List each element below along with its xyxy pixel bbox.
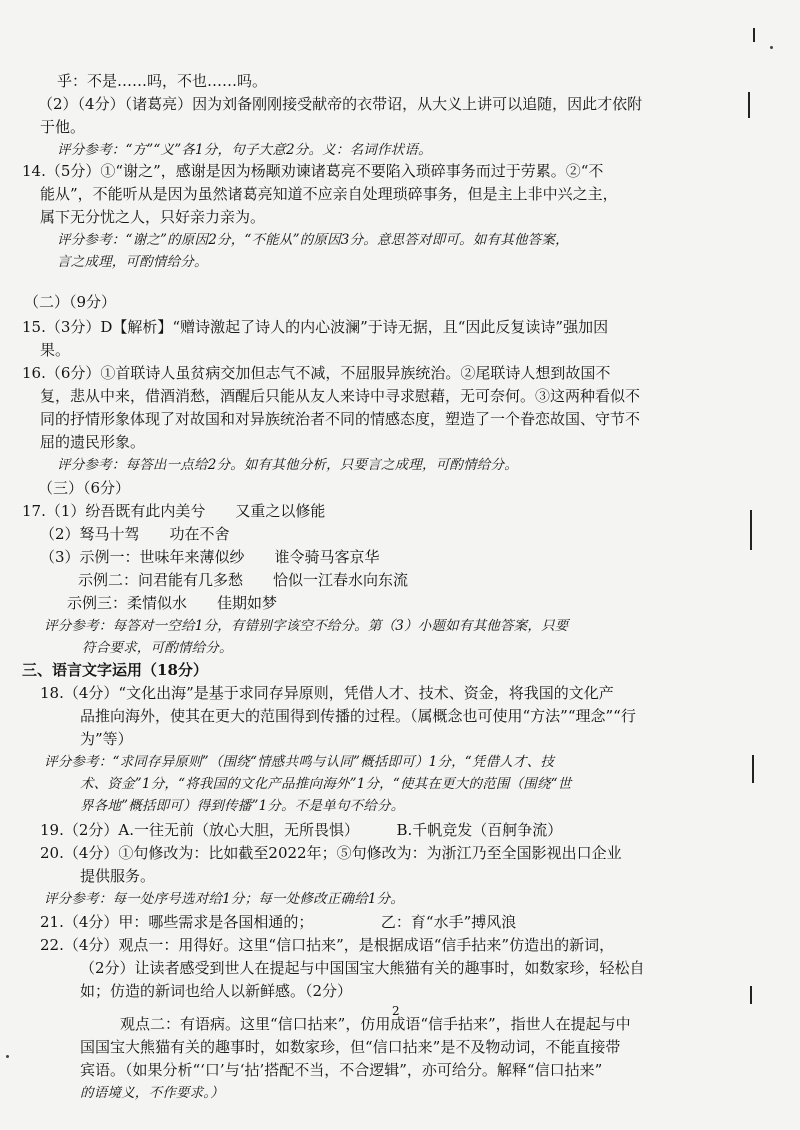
scan-edge-mark bbox=[750, 510, 752, 550]
answer-line: （三）（6分） bbox=[38, 479, 131, 497]
answer-line: 22.（4分）观点一：用得好。这里“信口拈来”，是根据成语“信手拈来”仿造出的新词， bbox=[40, 936, 615, 954]
scoring-note-line: 的语境义，不作要求。） bbox=[80, 1085, 224, 1101]
page-number: 2 bbox=[392, 1004, 400, 1018]
scoring-note-line: 评分参考：“求同存异原则”（围绕“情感共鸣与认同”概括即可）1分，“凭借人才、技 bbox=[44, 754, 555, 770]
answer-line: 屈的遗民形象。 bbox=[40, 433, 146, 451]
scoring-note-line: 评分参考：每答对一空给1分，有错别字该空不给分。第（3）小题如有其他答案，只要 bbox=[44, 618, 569, 634]
answer-line: （3）示例一：世味年来薄似纱 谁令骑马客京华 bbox=[40, 548, 380, 566]
answer-line: 16.（6分）①首联诗人虽贫病交加但志气不减，不屈服异族统治。②尾联诗人想到故国不 bbox=[22, 364, 611, 382]
answer-line: 于他。 bbox=[40, 118, 86, 136]
answer-line: 21.（4分）甲：哪些需求是各国相通的； 乙：育“水手”搏风浪 bbox=[40, 913, 517, 931]
scan-dot bbox=[770, 46, 773, 49]
scan-edge-mark bbox=[748, 92, 750, 118]
scan-edge-mark bbox=[753, 28, 755, 42]
scoring-note-line: 评分参考：每答出一点给2分。如有其他分析，只要言之成理，可酌情给分。 bbox=[57, 457, 518, 473]
answer-line: （2）驽马十驾 功在不舍 bbox=[40, 525, 230, 543]
answer-line: 15.（3分）D【解析】“赠诗激起了诗人的内心波澜”于诗无据，且“因此反复读诗”强加因 bbox=[22, 318, 609, 336]
scoring-note-line: 界各地”概括即可）得到传播”1分。不是单句不给分。 bbox=[80, 798, 405, 814]
answer-line: 属下无分忧之人，只好亲力亲为。 bbox=[40, 208, 266, 226]
answer-line: 19.（2分）A.一往无前（放心大胆，无所畏惧） B.千帆竞发（百舸争流） bbox=[40, 821, 563, 839]
scoring-note-line: 术、资金”1分，“将我国的文化产品推向海外”1分，“使其在更大的范围（围绕“世 bbox=[80, 776, 572, 792]
answer-line: 观点二：有语病。这里“信口拈来”，仿用成语“信手拈来”，指世人在提起与中 bbox=[120, 1015, 631, 1033]
answer-line: 品推向海外，使其在更大的范围得到传播的过程。（属概念也可使用“方法”“理念”“行 bbox=[80, 707, 636, 725]
scoring-note-line: 评分参考：“方”“义”各1分，句子大意2分。义：名词作状语。 bbox=[57, 142, 432, 158]
answer-line: 果。 bbox=[40, 341, 71, 359]
answer-line: 乎：不是……吗，不也……吗。 bbox=[57, 72, 268, 90]
answer-line: 宾语。（如果分析“‘口’与‘拈’搭配不当，不合逻辑”，亦可给分。解释“信口拈来” bbox=[80, 1061, 603, 1079]
answer-line: 国国宝大熊猫有关的趣事时，如数家珍，但“信口拈来”是不及物动词，不能直接带 bbox=[80, 1038, 621, 1056]
scan-dot bbox=[6, 1055, 9, 1058]
answer-line: 为”等） bbox=[80, 730, 133, 748]
answer-line: 提供服务。 bbox=[80, 867, 156, 885]
answer-line: 14.（5分）①“谢之”，感谢是因为杨颙劝谏诸葛亮不要陷入琐碎事务而过于劳累。②“不 bbox=[22, 162, 604, 180]
scoring-note-line: 评分参考：“谢之”的原因2分，“不能从”的原因3分。意思答对即可。如有其他答案， bbox=[57, 232, 569, 248]
answer-line: （2）（4分）（诸葛亮）因为刘备刚刚接受献帝的衣带诏，从大义上讲可以追随，因此才依附 bbox=[38, 95, 643, 113]
answer-line: （二）（9分） bbox=[24, 293, 117, 311]
answer-line: 18.（4分）“文化出海”是基于求同存异原则，凭借人才、技术、资金，将我国的文化产 bbox=[40, 684, 614, 702]
answer-line: 同的抒情形象体现了对故国和对异族统治者不同的情感态度，塑造了一个眷恋故国、守节不 bbox=[40, 410, 641, 428]
answer-line: 能从”，不能听从是因为虽然诸葛亮知道不应亲自处理琐碎事务，但是主上非中兴之主， bbox=[40, 185, 618, 203]
scoring-note-line: 符合要求，可酌情给分。 bbox=[82, 640, 233, 656]
scan-edge-mark bbox=[750, 986, 752, 1004]
answer-line: 示例三：柔情似水 佳期如梦 bbox=[67, 594, 278, 612]
scan-edge-mark bbox=[752, 755, 754, 783]
scoring-note-line: 言之成理，可酌情给分。 bbox=[57, 254, 208, 270]
answer-line: 如；仿造的新词也给人以新鲜感。（2分） bbox=[80, 982, 353, 1000]
answer-line: 复，悲从中来，借酒消愁，酒醒后只能从友人来诗中寻求慰藉，无可奈何。③这两种看似不 bbox=[40, 387, 641, 405]
answer-line: 17.（1）纷吾既有此内美兮 又重之以修能 bbox=[22, 502, 326, 520]
answer-line: 20.（4分）①句修改为：比如截至2022年；⑤句修改为：为浙江乃至全国影视出口企业 bbox=[40, 844, 622, 862]
answer-line: 示例二：问君能有几多愁 恰似一江春水向东流 bbox=[78, 571, 409, 589]
answer-line: （2分）让读者感受到世人在提起与中国国宝大熊猫有关的趣事时，如数家珍，轻松自 bbox=[80, 959, 645, 977]
scoring-note-line: 评分参考：每一处序号选对给1分；每一处修改正确给1分。 bbox=[44, 891, 405, 907]
section-heading: 三、语言文字运用（18分） bbox=[22, 661, 208, 679]
